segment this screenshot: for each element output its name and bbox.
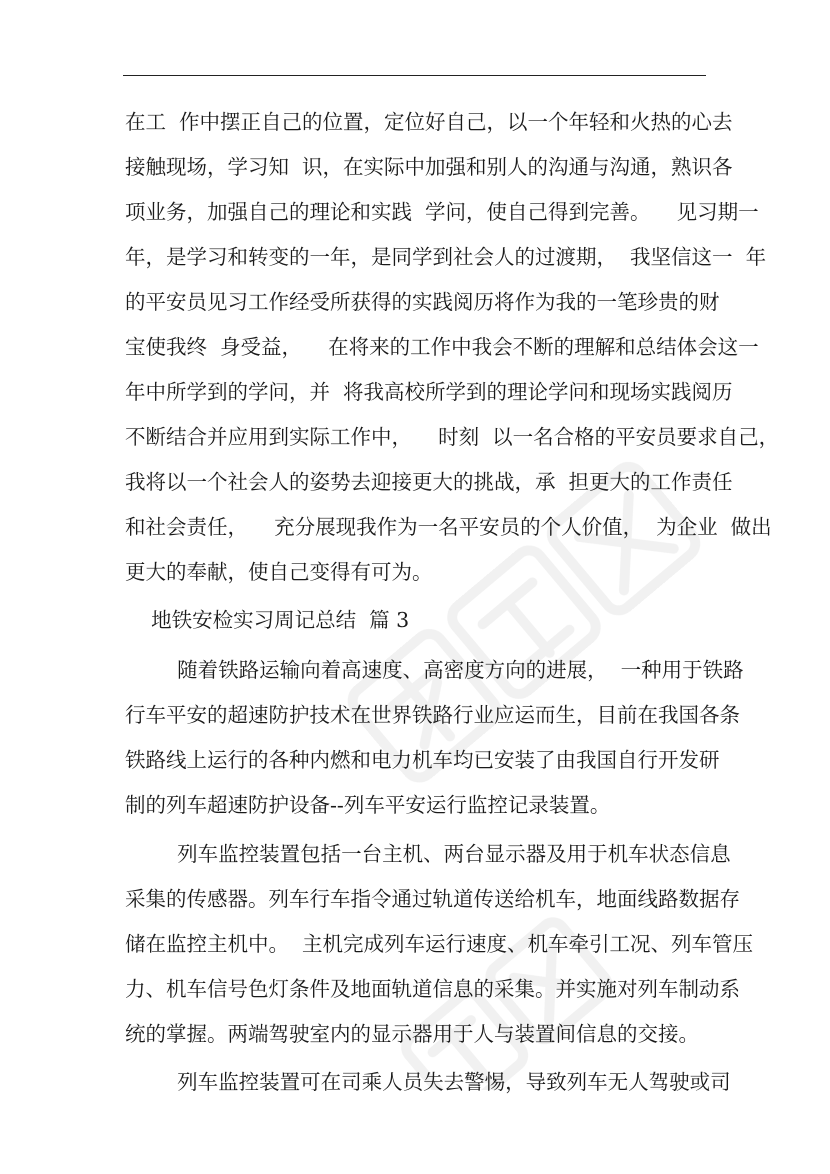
body-line: 列车监控装置包括一台主机、两台显示器及用于机车状态信息: [125, 842, 731, 866]
body-line: 接触现场，学习知 识，在实际中加强和别人的沟通与沟通，熟识各: [125, 155, 733, 179]
body-line: 宝使我终 身受益， 在将来的工作中我会不断的理解和总结体会这一: [125, 335, 759, 359]
body-line: 年，是学习和转变的一年，是同学到社会人的过渡期， 我坚信这一 年: [125, 245, 767, 269]
body-line: 我将以一个社会人的姿势去迎接更大的挑战，承 担更大的工作责任: [125, 470, 733, 494]
section-heading: 地铁安检实习周记总结 篇 3: [125, 608, 410, 632]
body-line: 铁路线上运行的各种内燃和电力机车均已安装了由我国自行开发研: [125, 748, 720, 772]
body-line: 采集的传感器。列车行车指令通过轨道传送给机车，地面线路数据存: [125, 887, 740, 911]
body-line: 不断结合并应用到实际工作中， 时刻 以一名合格的平安员要求自己，: [125, 425, 780, 449]
body-line: 列车监控装置可在司乘人员失去警惕，导致列车无人驾驶或司: [125, 1070, 731, 1094]
body-line: 统的掌握。两端驾驶室内的显示器用于人与装置间信息的交接。: [125, 1022, 699, 1046]
body-line: 和社会责任， 充分展现我作为一名平安员的个人价值， 为企业 做出: [125, 515, 772, 539]
header-rule: [123, 75, 706, 76]
body-line: 更大的奉献，使自己变得有可为。: [125, 560, 433, 584]
body-line: 年中所学到的学问，并 将我高校所学到的理论学问和现场实践阅历: [125, 380, 733, 404]
body-line: 项业务，加强自己的理论和实践 学问，使自己得到完善。 见习期一: [125, 200, 759, 224]
body-line: 行车平安的超速防护技术在世界铁路行业应运而生，目前在我国各条: [125, 703, 740, 727]
body-line: 在工 作中摆正自己的位置，定位好自己，以一个年轻和火热的心去: [125, 110, 733, 134]
body-line: 制的列车超速防护设备--列车平安运行监控记录装置。: [125, 793, 611, 817]
body-line: 随着铁路运输向着高速度、高密度方向的进展， 一种用于铁路: [125, 658, 744, 682]
body-line: 的平安员见习工作经受所获得的实践阅历将作为我的一笔珍贵的财: [125, 290, 720, 314]
body-line: 储在监控主机中。 主机完成列车运行速度、机车牵引工况、列车管压: [125, 932, 754, 956]
body-line: 力、机车信号色灯条件及地面轨道信息的采集。并实施对列车制动系: [125, 977, 740, 1001]
